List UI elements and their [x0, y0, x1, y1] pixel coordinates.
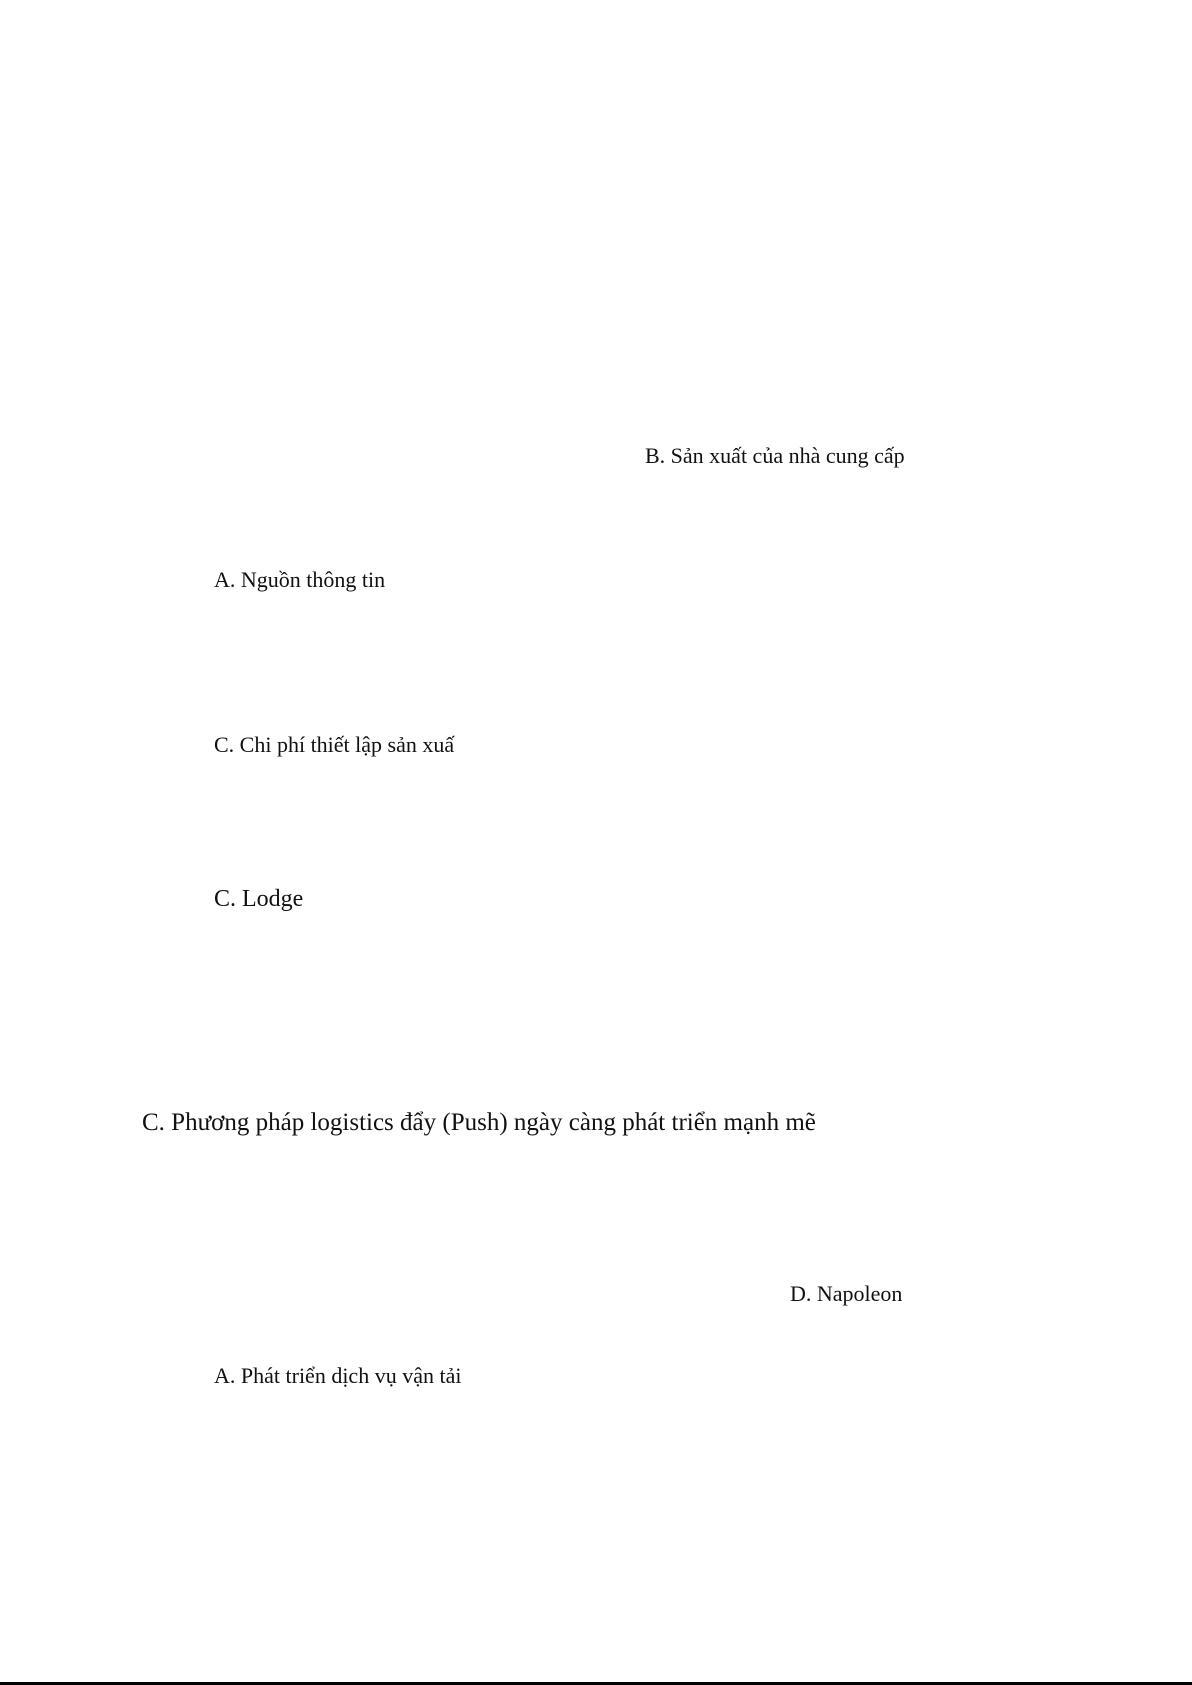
answer-option-c-push-logistics: C. Phương pháp logistics đẩy (Push) ngày càng phát triển mạnh mẽ [142, 1109, 816, 1136]
answer-option-c-lodge: C. Lodge [214, 886, 304, 912]
answer-option-d-napoleon: D. Napoleon [790, 1281, 903, 1306]
answer-option-c-setup-cost: C. Chi phí thiết lập sản xuấ [214, 732, 455, 757]
answer-option-b-supplier-production: B. Sản xuất của nhà cung cấp [645, 443, 905, 468]
answer-option-a-transport-services: A. Phát triển dịch vụ vận tải [214, 1363, 462, 1388]
answer-option-a-information-source: A. Nguồn thông tin [214, 567, 386, 592]
